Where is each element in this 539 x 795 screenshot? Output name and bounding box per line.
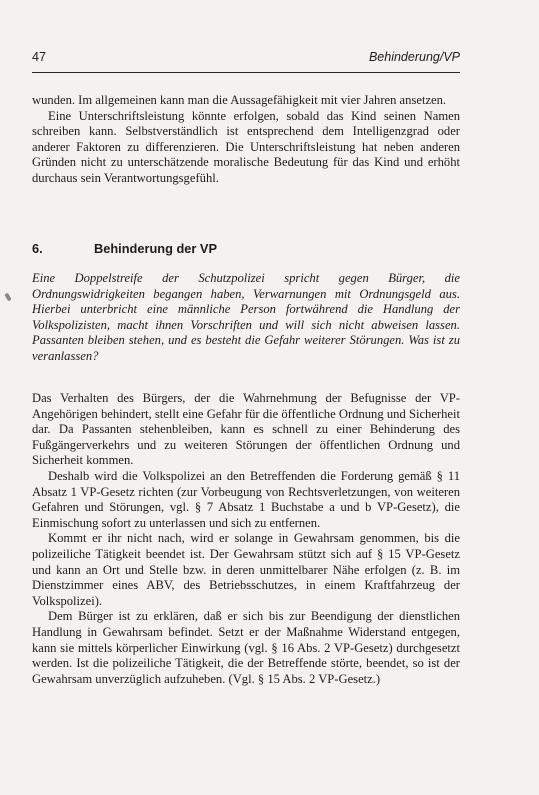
section-number: 6. (32, 241, 43, 256)
running-head: Behinderung/VP (368, 50, 460, 64)
page-number: 47 (32, 50, 46, 64)
body-paragraph-1: Das Verhalten des Bürgers, der die Wahrnehmung der Befugnisse der VP-Angehörigen behindert, stellt eine Gefahr für die öffentliche Ordnung und Sicherheit dar. Da Passanten stehenbleiben, kann es schnell zu einer Behinderung des Fußgängerverkehrs und zu weiteren Störungen der öffentlichen Ordnung und Sicherheit kommen. (32, 391, 460, 468)
body-paragraph-4: Dem Bürger ist zu erklären, daß er sich bis zur Beendigung der dienstlichen Handlung in Gewahrsam befindet. Setzt er der Maßnahme Widerstand entgegen, kann sie mittels körperlicher Einwirkung (vgl. § 16 Abs. 2 VP-Gesetz) durchgesetzt werden. Ist die polizeiliche Tätigkeit, die der Betreffende störte, beendet, so ist der Gewahrsam unverzüglich aufzuheben. (Vgl. § 15 Abs. 2 VP-Gesetz.) (32, 609, 460, 686)
section-heading (32, 241, 460, 259)
body-text (32, 391, 460, 687)
header-rule (32, 72, 460, 73)
intro-text (32, 93, 460, 187)
case-paragraph: Eine Doppelstreife der Schutzpolizei spricht gegen Bürger, die Ordnungswidrigkeiten begangen haben, Verwarnungen mit Ordnungsgeld aus. Hierbei unterbricht eine männliche Person fortwährend die Handlung der Volkspolizisten, macht ihnen Vorschriften und will sich nicht abweisen lassen. Passanten bleiben stehen, und es besteht die Gefahr weiterer Störungen. Was ist zu veranlassen? (32, 271, 460, 363)
intro-paragraph-2: Eine Unterschriftsleistung könnte erfolgen, sobald das Kind seinen Namen schreiben kann. Selbstverständlich ist entsprechend dem Intelligenzgrad oder anderer Faktoren zu differenzieren. Die Unterschriftsleistung hat neben anderen Gründen nicht zu unterschätzende moralische Bedeutung für das Kind und erhöht durchaus sein Verantwortungsgefühl. (32, 108, 460, 185)
body-paragraph-3: Kommt er ihr nicht nach, wird er solange in Gewahrsam genommen, bis die polizeiliche Tätigkeit beendet ist. Der Gewahrsam stützt sich auf § 15 VP-Gesetz und kann an Ort und Stelle bzw. in deren unmittelbarer Nähe erfolgen (z. B. im Dienstzimmer eines ABV, des Betriebsschutzes, in einem Kraftfahrzeug der Volkspolizei). (32, 531, 460, 608)
section-title: Behinderung der VP (94, 241, 218, 256)
intro-paragraph-1: wunden. Im allgemeinen kann man die Aussagefähigkeit mit vier Jahren ansetzen. (32, 93, 447, 107)
margin-mark (4, 293, 11, 302)
body-paragraph-2: Deshalb wird die Volkspolizei an den Betreffenden die Forderung gemäß § 11 Absatz 1 VP-Gesetz richten (zur Vorbeugung von Rechtsverletzungen, von weiteren Gefahren und Störungen, vgl. § 7 Absatz 1 Buchstabe a und b VP-Gesetz), die Einmischung sofort zu unterlassen und sich zu entfernen. (32, 468, 460, 530)
page-header (32, 50, 460, 70)
case-description (32, 271, 460, 365)
